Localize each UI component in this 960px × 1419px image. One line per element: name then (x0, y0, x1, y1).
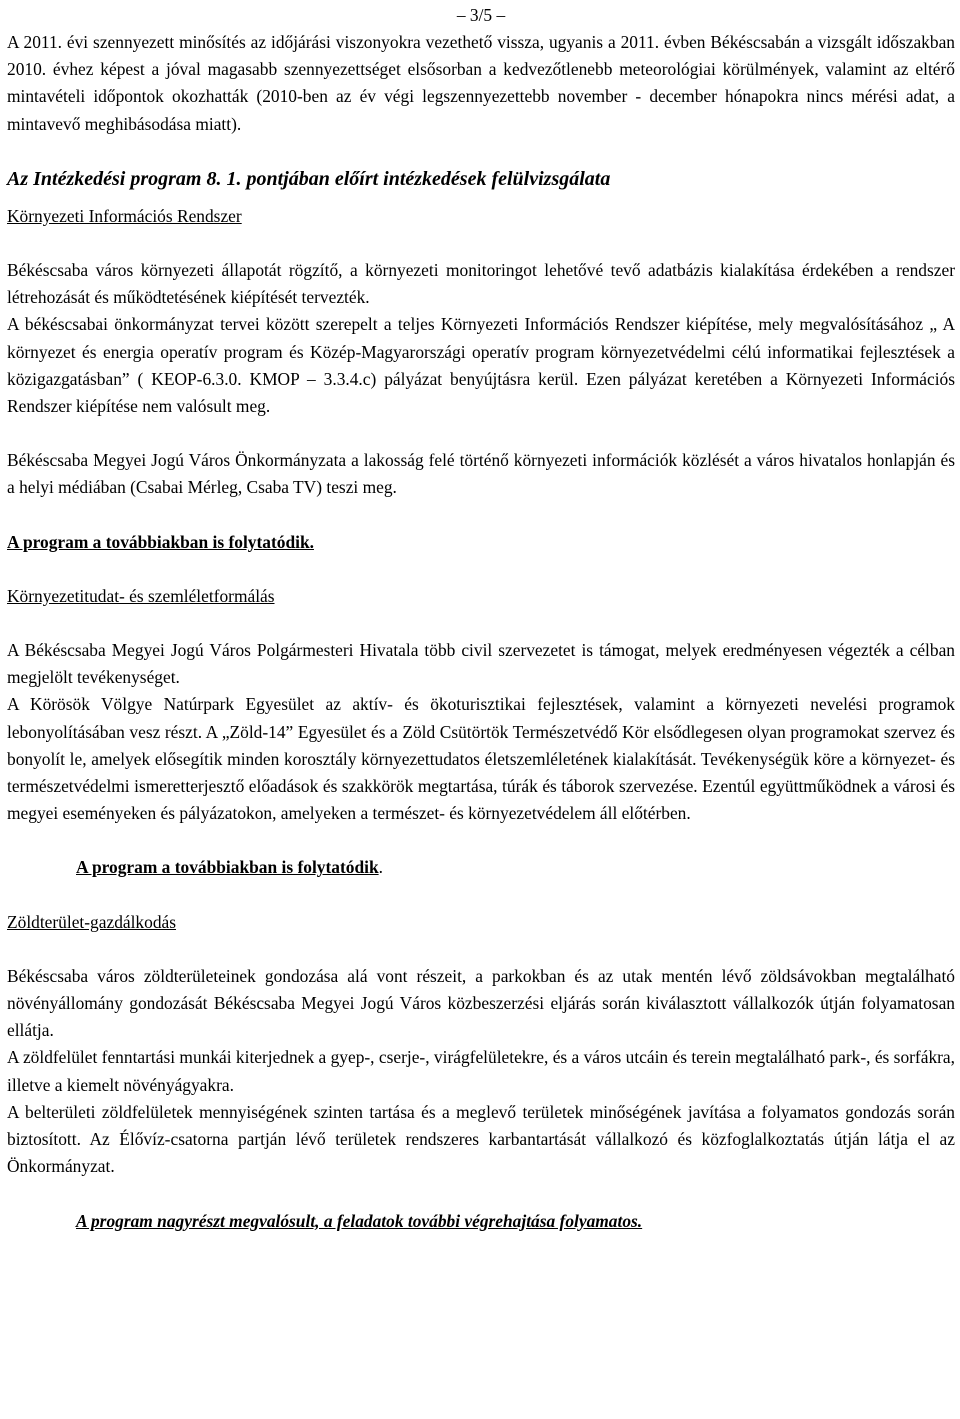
kir-paragraph-3: Békéscsaba Megyei Jogú Város Önkormányzata a lakosság felé történő környezeti információk közlését a város hivatalos honlapján és a helyi médiában (Csabai Mérleg, Csaba TV) teszi meg. (7, 450, 955, 498)
kir-paragraph-2: A békéscsabai önkormányzat tervei között szerepelt a teljes Környezeti Információs Rendszer kiépítése, mely megvalósításához „ A környezet és energia operatív program és Közép-Magyarországi operatív program környezetvédelmi célú informatikai fejlesztések a közigazgatásban” ( KEOP-6.3.0. KMOP – 3.3.4.c) pályázat benyújtásra kerül. Ezen pályázat keretében a Környezeti Információs Rendszer kiépítése nem valósult meg. (7, 314, 955, 417)
kir-title: Környezeti Információs Rendszer (7, 205, 242, 226)
awareness-conclusion: A program a továbbiakban is folytatódik (76, 857, 379, 878)
green-conclusion: A program nagyrészt megvalósult, a feladatok további végrehajtása folyamatos. (76, 1210, 643, 1231)
green-conclusion-line (7, 1208, 955, 1235)
green-paragraph-1: Békéscsaba város zöldterületeinek gondozása alá vont részeit, a parkokban és az utak mentén lévő zöldsávokban megtalálható növényállomány gondozását Békéscsaba Megyei Jogú Város közbeszerzési eljárás során kiválasztott vállalkozók útján folyamatosan ellátja. (7, 965, 955, 1041)
awareness-title: Környezetitudat- és szemléletformálás (7, 585, 275, 606)
page-number: – 3/5 – (456, 5, 506, 25)
awareness-paragraph-2: A Körösök Völgye Natúrpark Egyesület az aktív- és ökoturisztikai fejlesztések, valamint a környezeti nevelési programok lebonyolításában vesz részt. A „Zöld-14” Egyesület és a Zöld Csütörtök Természetvédő Kör elsődlegesen olyan programokat szervez és bonyolít le, amelyek elősegítik minden korosztály környezettudatos életszemléletének kialakítását. Tevékenységük köre a környezet- és természetvédelmi ismeretterjesztő előadások és szakkörök megtartása, túrák és táborok szervezése. Ezentúl együttműködnek a városi és megyei eseményeken és pályázatokon, amelyeken a természet- és környezetvédelem áll előtérben. (7, 694, 955, 824)
document-page (7, 0, 955, 1235)
green-title: Zöldterület-gazdálkodás (7, 911, 177, 932)
awareness-conclusion-period: . (378, 857, 383, 878)
green-paragraph-3: A belterületi zöldfelületek mennyiségének szinten tartása és a meglevő területek minőségének javítása a folyamatos gondozás során biztosított. Az Élővíz-csatorna partján lévő területek rendszeres karbantartását vállalkozó és közfoglalkoztatás útján látja el az Önkormányzat. (7, 1101, 955, 1177)
kir-paragraph-1: Békéscsaba város környezeti állapotát rögzítő, a környezeti monitoringot lehetővé tevő adatbázis kialakítása érdekében a rendszer létrehozását és működtetésének kiépítését tervezték. (7, 260, 955, 308)
section-heading: Az Intézkedési program 8. 1. pontjában előírt intézkedések felülvizsgálata (7, 167, 611, 190)
awareness-conclusion-line (7, 854, 955, 881)
kir-conclusion: A program a továbbiakban is folytatódik. (7, 531, 314, 552)
awareness-paragraph-1: A Békéscsaba Megyei Jogú Város Polgármesteri Hivatala több civil szervezetet is támogat, melyek eredményesen végezték a célban megjelölt tevékenységet. (7, 640, 955, 688)
intro-paragraph: A 2011. évi szennyezett minősítés az időjárási viszonyokra vezethető vissza, ugyanis a 2011. évben Békéscsabán a vizsgált időszakban 2010. évhez képest a jóval magasabb szennyezettséget elsősorban a kedvezőtlenebb meteorológiai körülmények, valamint az eltérő mintavételi időpontok okozhatták (2010-ben az év végi legszennyezettebb november - december hónapokra nincs mérési adat, a mintavevő meghibásodása miatt). (7, 32, 955, 134)
green-paragraph-2: A zöldfelület fenntartási munkái kiterjednek a gyep-, cserje-, virágfelületekre, és a város utcáin és terein megtalálható park-, és sorfákra, illetve a kiemelt növényágyakra. (7, 1047, 955, 1095)
